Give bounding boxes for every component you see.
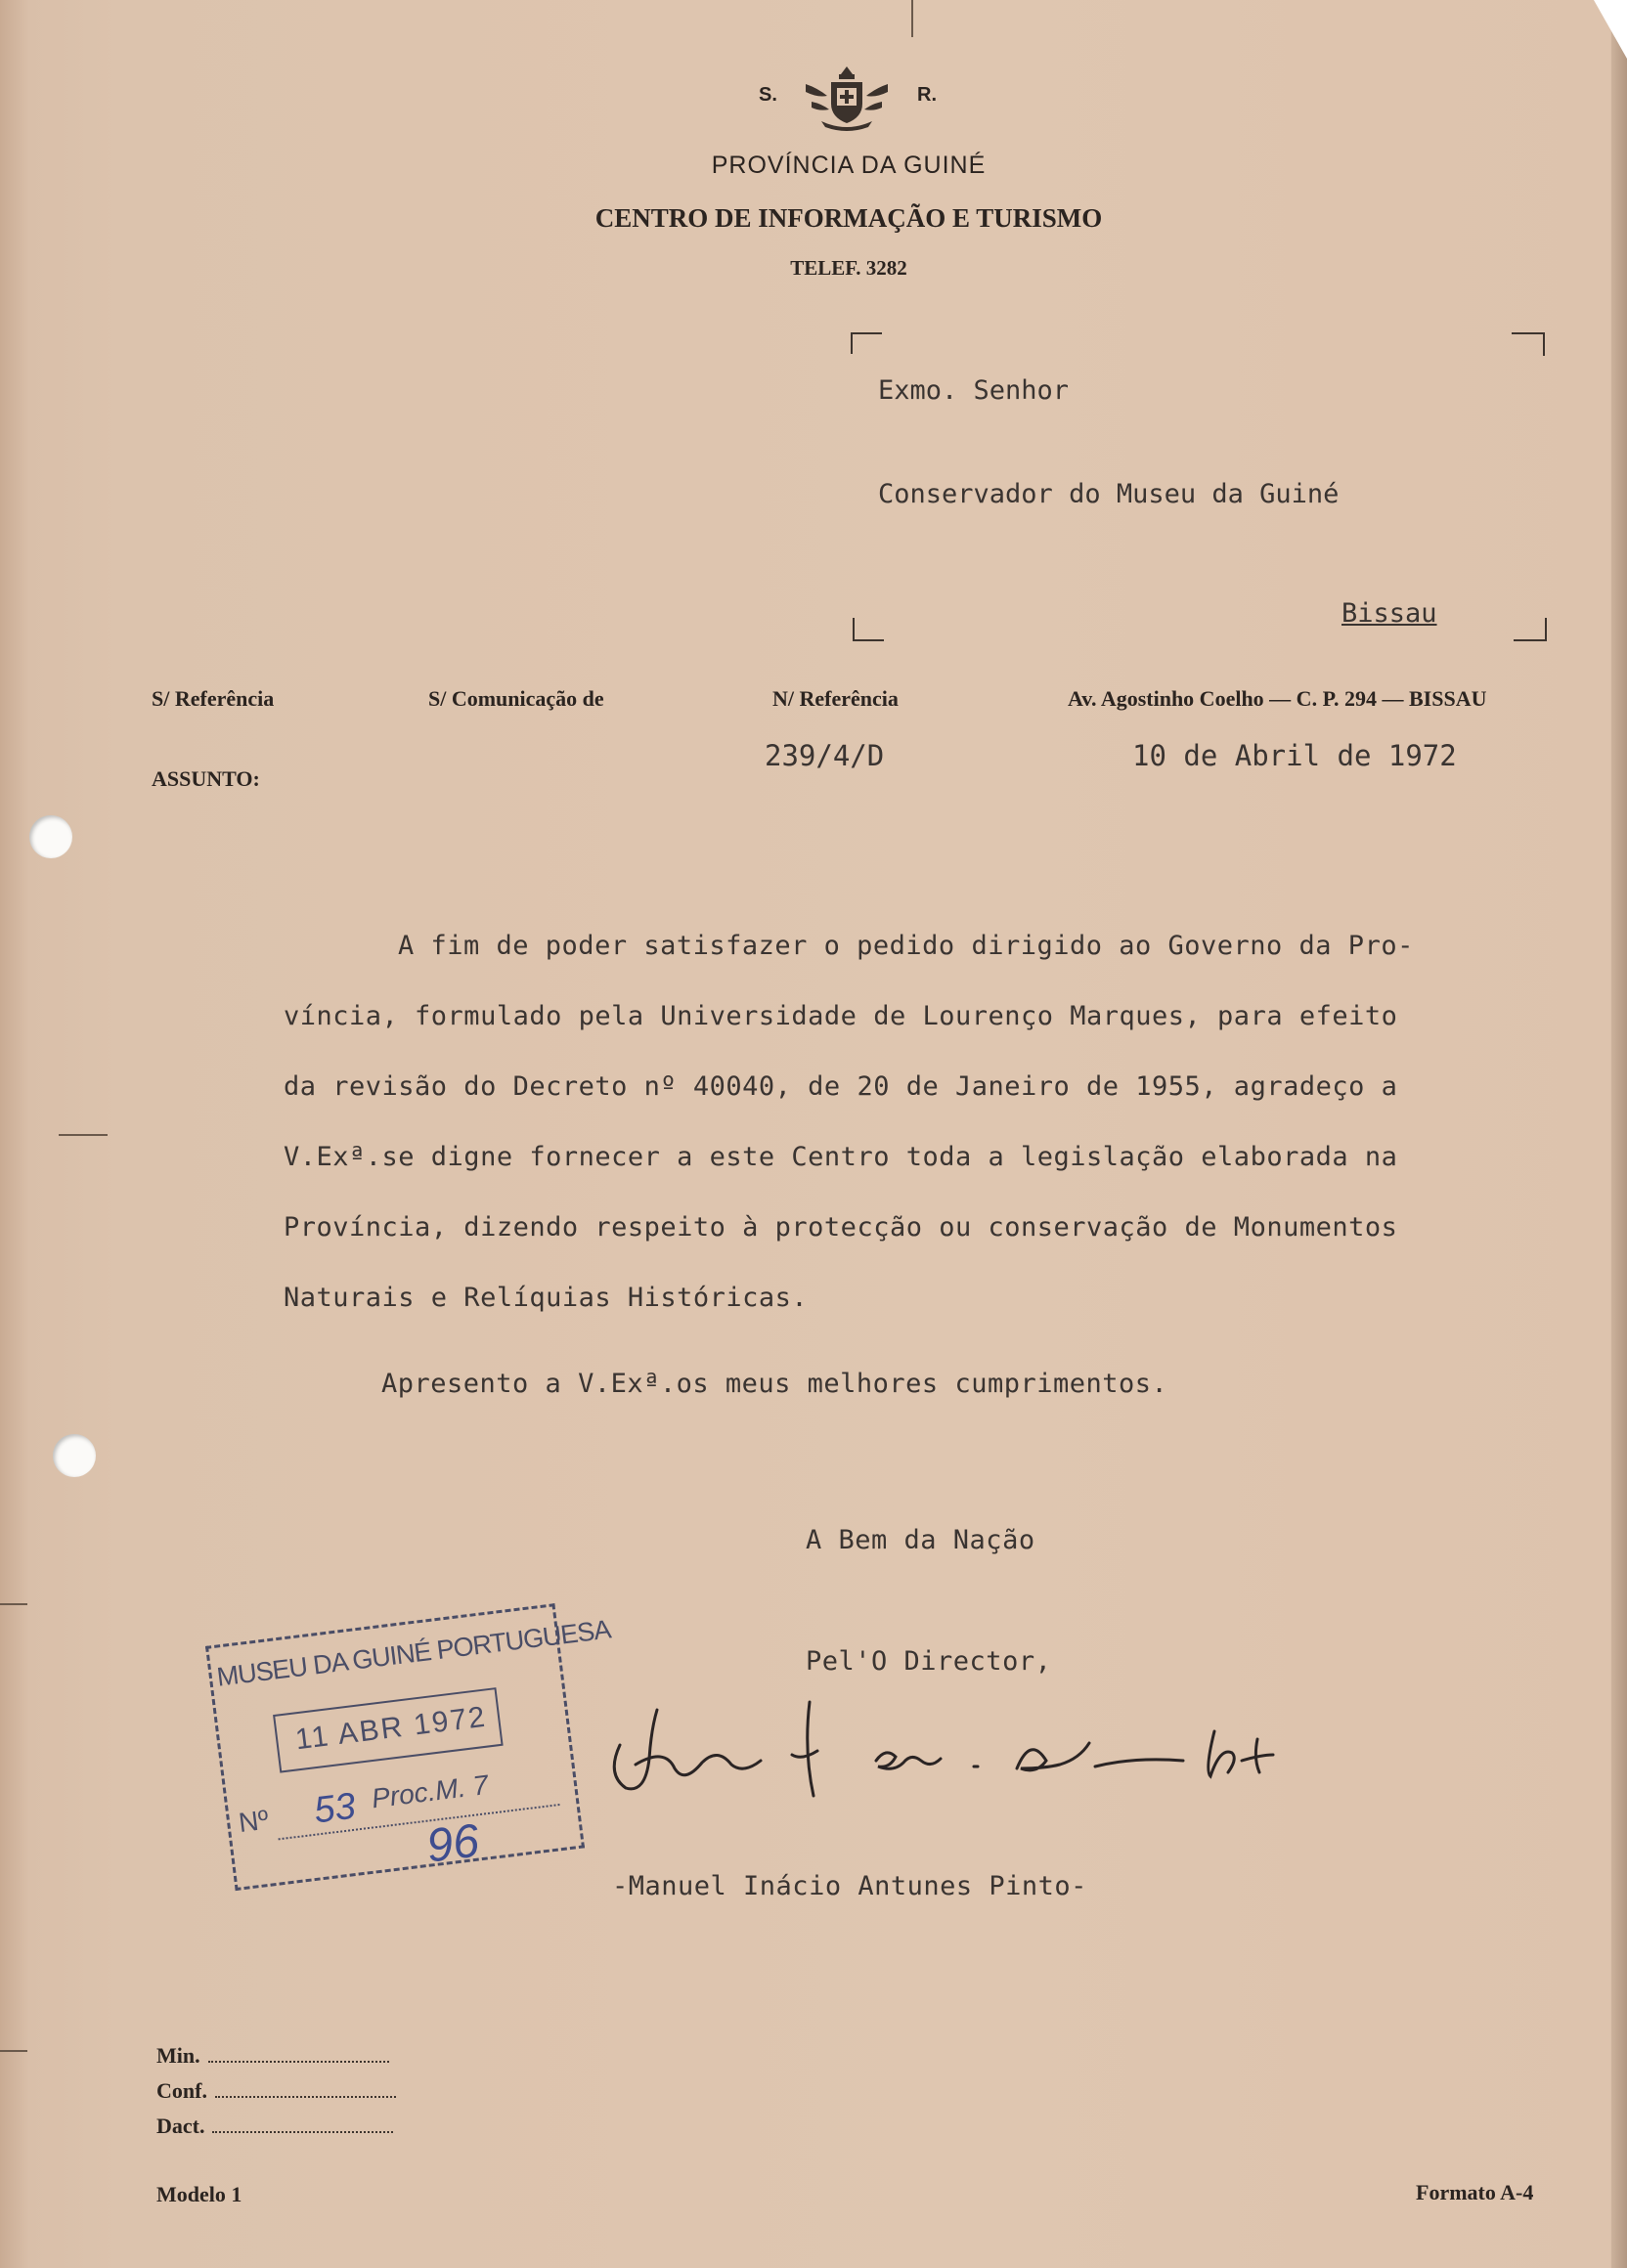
fold-mark bbox=[0, 2050, 27, 2052]
museum-receipt-stamp bbox=[205, 1603, 612, 1891]
handwritten-signature bbox=[596, 1696, 1320, 1804]
n-referencia-label: N/ Referência bbox=[772, 686, 899, 711]
signatory-name: -Manuel Inácio Antunes Pinto- bbox=[612, 1871, 1087, 1901]
assunto-label: ASSUNTO: bbox=[152, 766, 260, 791]
body-line-5: Província, dizendo respeito à protecção ou conservação de Monumentos bbox=[284, 1212, 1398, 1243]
dact-label: Dact. bbox=[156, 2114, 393, 2139]
recipient-salutation: Exmo. Senhor bbox=[878, 375, 1070, 406]
modelo-label: Modelo 1 bbox=[156, 2182, 242, 2206]
fold-mark bbox=[0, 1603, 27, 1605]
conf-line bbox=[215, 2082, 396, 2098]
min-label: Min. bbox=[156, 2043, 389, 2069]
n-referencia-value: 239/4/D bbox=[765, 739, 885, 772]
body-line-2: víncia, formulado pela Universidade de Lourenço Marques, para efeito bbox=[284, 1001, 1398, 1031]
fold-mark bbox=[911, 0, 913, 37]
paper-edge-shadow bbox=[1609, 0, 1627, 2268]
letterhead-r: R. bbox=[917, 84, 937, 106]
punch-hole-bottom bbox=[53, 1434, 96, 1477]
body-line-6: Naturais e Relíquias Históricas. bbox=[284, 1283, 809, 1313]
conf-label: Conf. bbox=[156, 2078, 396, 2104]
body-line-4: V.Exª.se digne fornecer a este Centro toda a legislação elaborada na bbox=[284, 1142, 1398, 1172]
stamp-number-value: 53 bbox=[311, 1785, 358, 1832]
formato-label: Formato A-4 bbox=[1416, 2180, 1534, 2204]
body-line-1: A fim de poder satisfazer o pedido dirigido ao Governo da Pro- bbox=[398, 931, 1414, 961]
letterhead-s: S. bbox=[759, 84, 777, 106]
on-behalf-of: Pel'O Director, bbox=[806, 1646, 1052, 1677]
address-corner-tl bbox=[851, 332, 882, 354]
coat-of-arms-icon bbox=[802, 63, 892, 133]
stamp-proc-text: Proc.M. 7 bbox=[370, 1768, 491, 1814]
body-line-3: da revisão do Decreto nº 40040, de 20 de Janeiro de 1955, agradeço a bbox=[284, 1071, 1398, 1102]
centre-heading: CENTRO DE INFORMAÇÃO E TURISMO bbox=[594, 203, 1103, 233]
recipient-title: Conservador do Museu da Guiné bbox=[878, 479, 1340, 509]
folded-corner bbox=[1594, 0, 1627, 59]
recipient-city: Bissau bbox=[1341, 598, 1437, 629]
s-referencia-label: S/ Referência bbox=[152, 686, 275, 711]
stamp-date: 11 ABR 1972 bbox=[293, 1700, 489, 1757]
closing-line: Apresento a V.Exª.os meus melhores cumprimentos. bbox=[381, 1369, 1168, 1399]
stamp-number-label: Nº bbox=[237, 1804, 271, 1839]
address-corner-tr bbox=[1512, 332, 1545, 356]
min-line bbox=[208, 2047, 389, 2063]
address-corner-br bbox=[1514, 618, 1547, 641]
punch-hole-top bbox=[29, 815, 72, 858]
province-heading: PROVÍNCIA DA GUINÉ bbox=[711, 152, 987, 179]
fold-mark bbox=[59, 1134, 108, 1136]
office-address: Av. Agostinho Coelho — C. P. 294 — BISSAU bbox=[1068, 686, 1487, 711]
letter-date: 10 de Abril de 1972 bbox=[1132, 739, 1457, 772]
stamp-handwritten-note: 96 bbox=[423, 1814, 482, 1873]
dact-line bbox=[212, 2117, 393, 2133]
address-corner-bl bbox=[853, 618, 884, 641]
s-comunicacao-label: S/ Comunicação de bbox=[428, 686, 604, 711]
motto: A Bem da Nação bbox=[806, 1525, 1035, 1555]
telephone: TELEF. 3282 bbox=[790, 256, 907, 280]
stamp-museum-name: MUSEU DA GUINÉ PORTUGUESA bbox=[215, 1614, 612, 1692]
